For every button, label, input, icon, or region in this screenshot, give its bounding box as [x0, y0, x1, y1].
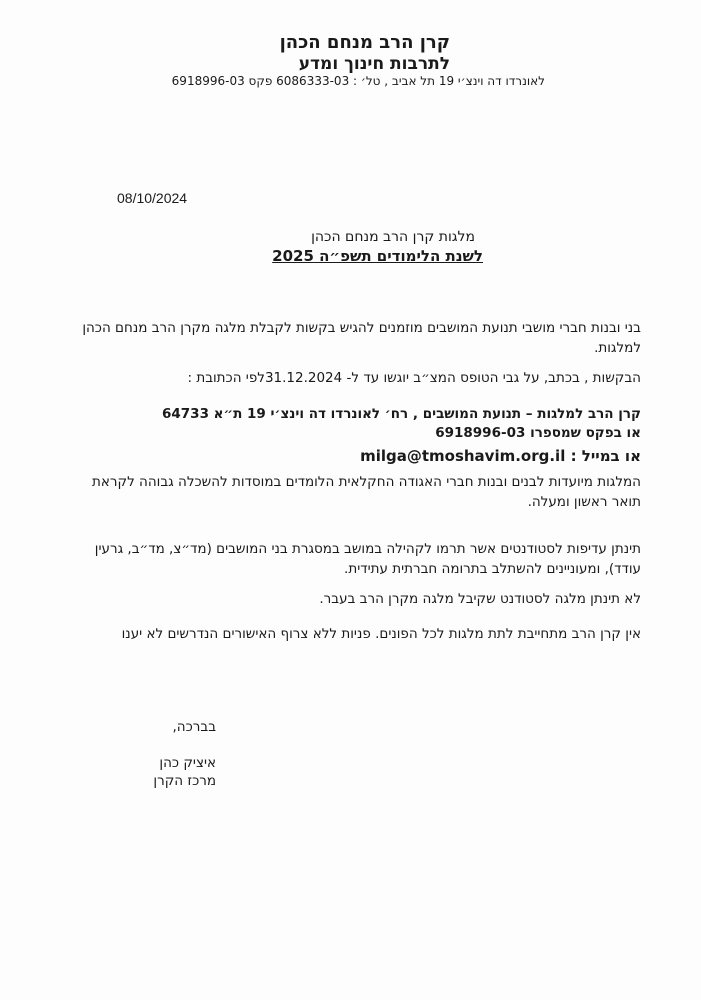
- paragraph-invitation: בני ובנות חברי מושבי תנועת המושבים מוזמנים להגיש בקשות לקבלת מלגה מקרן הרב מנחם הכהן למלגות.: [82, 320, 641, 356]
- paragraph-disclaimer: אין קרן הרב מתחייבת לתת מלגות לכל הפונים. פניות ללא צרוף האישורים הנדרשים לא יענו: [121, 626, 641, 642]
- paragraph-priority: תינתן עדיפות לסטודנטים אשר תרמו לקהילה במושב במסגרת בני המושבים (מד״צ, מד״ב, גרעין עודד), ומעוניינים להשתלב בתרומה חברתית עתידית.: [94, 541, 641, 577]
- paragraph-restriction: לא תינתן מלגה לסטודנט שקיבל מלגה מקרן הרב בעבר.: [319, 591, 641, 607]
- org-name: קרן הרב מנחם הכהן: [279, 32, 450, 53]
- signature-name: איציק כהן: [159, 755, 216, 771]
- signature-greeting: בברכה,: [172, 719, 216, 735]
- org-address-line: לאונרדו דה וינצ׳י 19 תל אביב , טל׳ : 6086333-03 פקס 6918996-03: [171, 74, 545, 88]
- signature-role: מרכז הקרן: [153, 773, 216, 789]
- letter-date: 08/10/2024: [117, 190, 188, 206]
- paragraph-eligibility: המלגות מיועדות לבנים ובנות חברי האגודה החקלאית הלומדים במוסדות להשכלה גבוהה לקראת תואר ראשון ומעלה.: [91, 474, 641, 510]
- submission-fax: או בפקס שמספרו 6918996-03: [435, 425, 641, 441]
- letter-subtitle: לשנת הלימודים תשפ״ה 2025: [272, 247, 483, 265]
- letter-title: מלגות קרן הרב מנחם הכהן: [311, 229, 475, 245]
- paragraph-submission: הבקשות , בכתב, על גבי הטופס המצ״ב יוגשו עד ל- 31.12.2024לפי הכתובת :: [187, 370, 641, 386]
- org-subtitle: לתרבות חינוך ומדע: [298, 54, 450, 74]
- submission-email: או במייל : milga@tmoshavim.org.il: [360, 447, 641, 465]
- submission-address: קרן הרב למלגות – תנועת המושבים , רח׳ לאונרדו דה וינצ׳י 19 ת״א 64733: [162, 406, 641, 422]
